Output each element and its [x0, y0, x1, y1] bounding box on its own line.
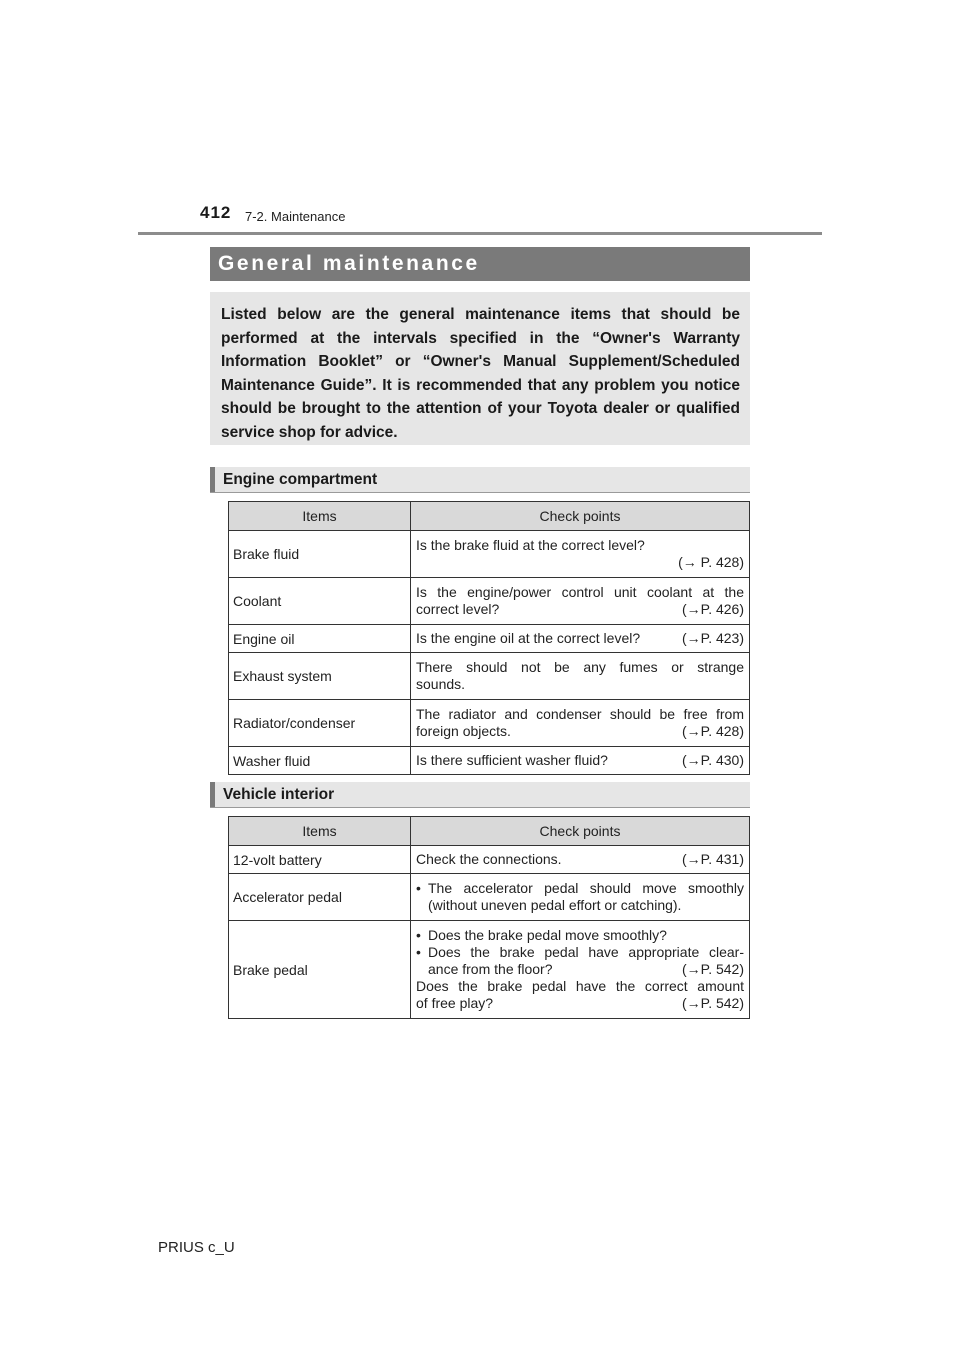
page-number: 412: [200, 203, 232, 222]
check-cell: [411, 921, 750, 1019]
check-text: Is the engine/power control unit coolant at the: [416, 584, 744, 600]
check-text: The radiator and condenser should be free from: [416, 706, 744, 722]
page-reference: (→P. 542): [682, 995, 744, 1011]
check-text: The accelerator pedal should move smoothly: [428, 880, 744, 896]
intro-paragraph: Listed below are the general maintenance items that should be performed at the intervals specified in the “Owner's Warranty Information Booklet” or “Owner's Manual Supplement/Scheduled Maintenance Guide”. It is recommended that any problem you notice should be brought to the attention of your Toyota dealer or qualified service shop for advice.: [210, 292, 750, 445]
check-text: ance from the floor?: [428, 961, 553, 977]
header-divider: [138, 232, 822, 235]
page-reference: (→P. 430): [682, 752, 744, 768]
item-cell: Brake pedal: [229, 921, 411, 1019]
check-text: Check the connections.: [416, 851, 562, 867]
item-cell: Exhaust system: [229, 653, 411, 700]
section-reference: 7-2. Maintenance: [245, 209, 346, 224]
heading-underline: [210, 492, 750, 493]
table-row: [229, 747, 750, 775]
column-header-items: Items: [229, 502, 411, 531]
table-row: [229, 578, 750, 625]
check-text: Does the brake pedal have the correct amount: [416, 978, 744, 994]
item-cell: Engine oil: [229, 625, 411, 653]
check-text: of free play?: [416, 995, 494, 1011]
table-row: [229, 846, 750, 874]
column-header-check-points: Check points: [411, 817, 750, 846]
bullet-item: • Does the brake pedal move smoothly?: [416, 927, 744, 944]
page-reference: (→P. 431): [682, 851, 744, 867]
page-reference: (→P. 542): [682, 961, 744, 977]
table-row: [229, 653, 750, 700]
table-row: [229, 874, 750, 921]
vehicle-interior-table: [228, 816, 750, 1019]
item-cell: Radiator/condenser: [229, 700, 411, 747]
table-row: [229, 625, 750, 653]
column-header-check-points: Check points: [411, 502, 750, 531]
check-cell: [411, 625, 750, 653]
check-text: There should not be any fumes or strange: [416, 659, 744, 675]
check-text: sounds.: [416, 676, 466, 692]
vehicle-interior-heading: Vehicle interior: [210, 782, 750, 808]
check-cell: [411, 653, 750, 700]
item-cell: 12-volt battery: [229, 846, 411, 874]
engine-compartment-heading: Engine compartment: [210, 467, 750, 493]
table-header-row: [229, 817, 750, 846]
bullet-item: • Does the brake pedal have appropriate clear- ance from the floor? (→P. 542): [416, 944, 744, 977]
check-cell: [411, 578, 750, 625]
check-text: correct level?: [416, 601, 500, 617]
check-cell: [411, 531, 750, 578]
table-header-row: [229, 502, 750, 531]
table-row: [229, 700, 750, 747]
page-reference: (→P. 426): [682, 601, 744, 617]
page-reference: (→ P. 428): [678, 554, 744, 570]
column-header-items: Items: [229, 817, 411, 846]
check-cell: [411, 700, 750, 747]
item-cell: Brake fluid: [229, 531, 411, 578]
check-text: (without uneven pedal effort or catching).: [428, 897, 682, 913]
check-text: Is there sufficient washer fluid?: [416, 752, 608, 768]
item-cell: Accelerator pedal: [229, 874, 411, 921]
footer-model-code: PRIUS c_U: [158, 1239, 235, 1256]
check-text: Does the brake pedal have appropriate clear-: [428, 944, 744, 960]
page-reference: (→P. 423): [682, 630, 744, 646]
heading-underline: [210, 807, 750, 808]
table-row: [229, 921, 750, 1019]
bullet-item: • The accelerator pedal should move smoothly (without uneven pedal effort or catching).: [416, 880, 744, 913]
check-text: Does the brake pedal move smoothly?: [428, 927, 667, 943]
check-cell: [411, 874, 750, 921]
check-cell: [411, 747, 750, 775]
check-text: Is the brake fluid at the correct level?: [416, 537, 645, 553]
check-cell: [411, 846, 750, 874]
check-text: foreign objects.: [416, 723, 511, 739]
table-row: [229, 531, 750, 578]
page-title: General maintenance: [210, 247, 750, 281]
check-text: Is the engine oil at the correct level?: [416, 630, 641, 646]
item-cell: Washer fluid: [229, 747, 411, 775]
item-cell: Coolant: [229, 578, 411, 625]
page-reference: (→P. 428): [682, 723, 744, 739]
engine-compartment-table: [228, 501, 750, 775]
